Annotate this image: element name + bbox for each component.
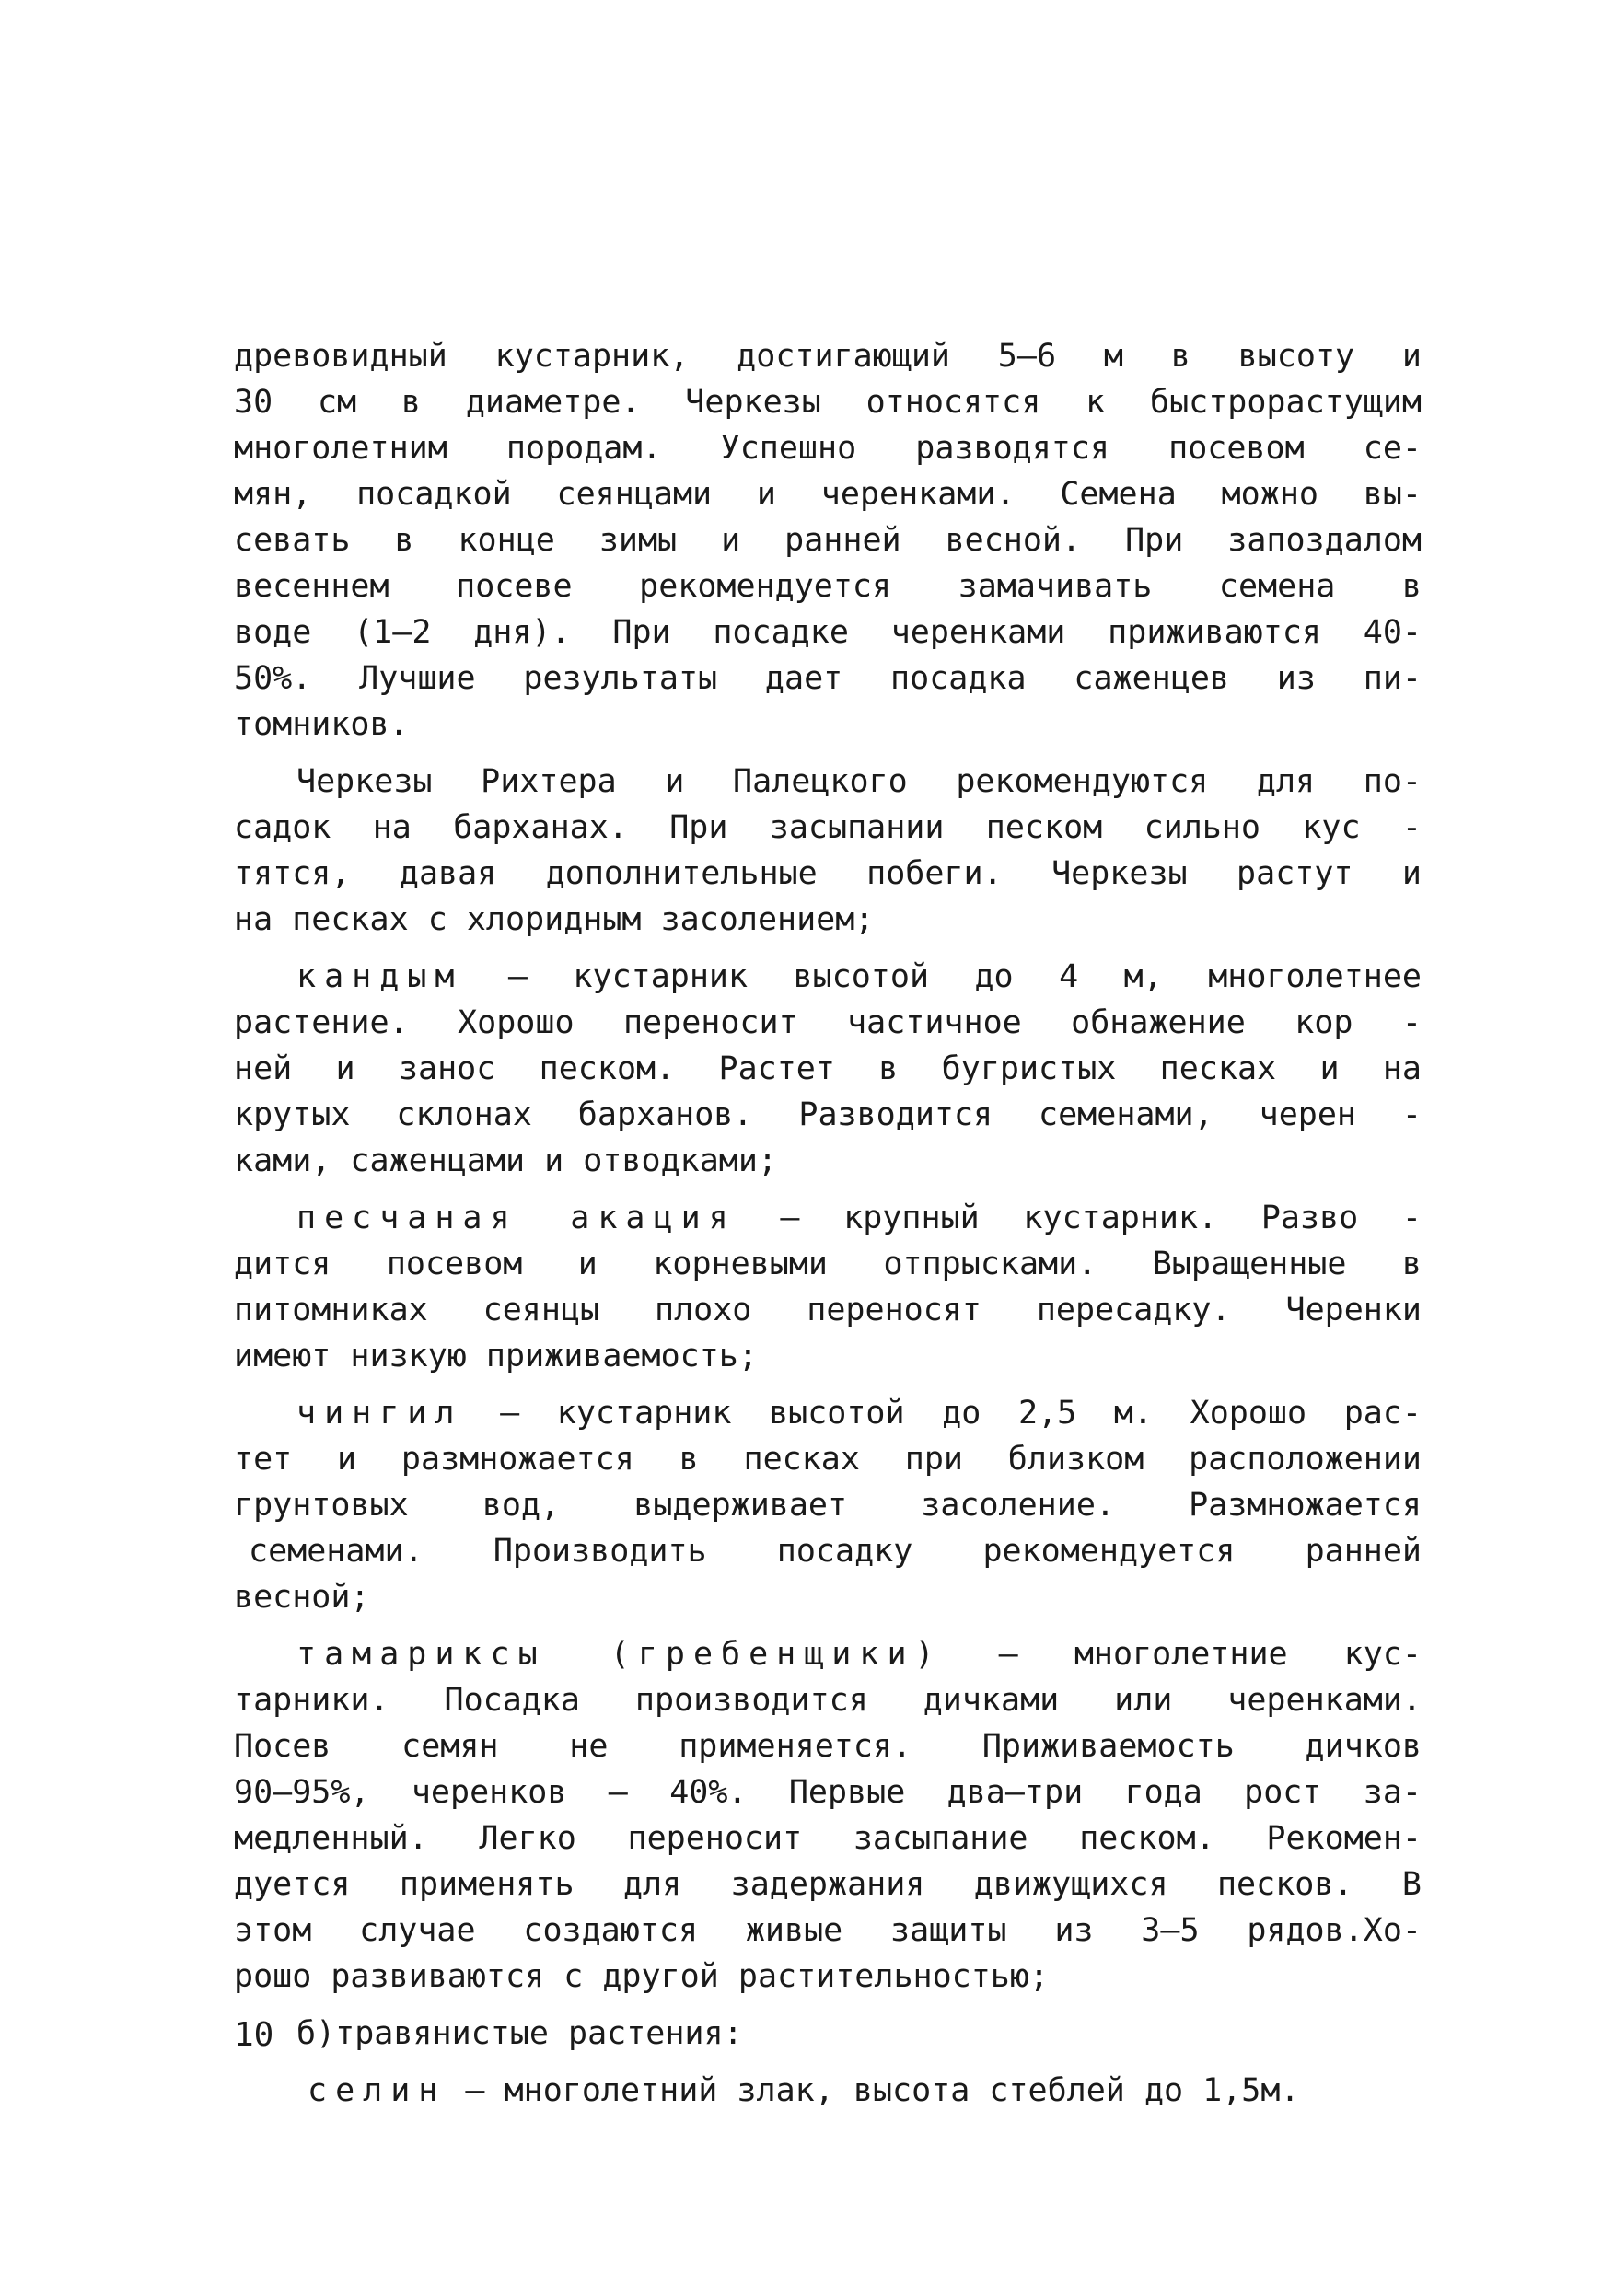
spaced-term: тамариксы (гребенщики) — [296, 1636, 943, 1673]
spaced-term: селин — [308, 2072, 447, 2109]
text-line: рошо развиваются с другой растительностью; — [234, 1958, 1050, 1995]
text-line: 90–95%, черенков – 40%. Первые два–три года рост за- — [234, 1774, 1422, 1811]
text-line: имеют низкую приживаемость; — [234, 1338, 758, 1374]
text-line: весной; — [234, 1579, 370, 1616]
text-span: – крупный кустарник. Разво - — [736, 1200, 1422, 1236]
text-line: 50%. Лучшие результаты дает посадка саженцев из пи- — [234, 660, 1422, 697]
page-number: 10 — [234, 2016, 274, 2054]
text-line: растение. Хорошо переносит частичное обнажение кор - — [234, 1004, 1422, 1041]
text-line — [234, 2068, 1422, 2114]
text-line: семенами. Производить посадку рекомендуется ранней — [249, 1533, 1422, 1570]
subheading: б)травянистые растения: — [296, 2015, 743, 2052]
text-line: медленный. Легко переносит засыпание песком. Рекомен- — [234, 1820, 1422, 1857]
text-line: 30 см в диаметре. Черкезы относятся к быстрорастущим — [234, 384, 1422, 421]
text-line: крутых склонах барханов. Разводится семенами, черен - — [234, 1096, 1422, 1133]
text-line: дится посевом и корневыми отпрысками. Выращенные в — [234, 1246, 1422, 1282]
text-line: тет и размножается в песках при близком расположении — [234, 1441, 1422, 1478]
text-line: Посев семян не применяется. Приживаемость дичков — [234, 1728, 1422, 1765]
text-span: – кустарник высотой до 2,5 м. Хорошо рас- — [462, 1395, 1422, 1432]
text-line: этом случае создаются живые защиты из 3–5 рядов.Хо- — [234, 1912, 1422, 1949]
text-span: – кустарник высотой до 4 м, многолетнее — [462, 958, 1422, 995]
text-line: многолетним породам. Успешно разводятся посевом се- — [234, 430, 1422, 467]
body-text — [234, 333, 1422, 2114]
text-line: садок на барханах. При засыпании песком сильно кус - — [234, 809, 1422, 846]
text-line: грунтовых вод, выдерживает засоление. Размножается — [234, 1487, 1422, 1524]
text-line: тарники. Посадка производится дичками или черенками. — [234, 1682, 1422, 1719]
spaced-term: песчаная акация — [296, 1200, 737, 1236]
text-line: питомниках сеянцы плохо переносят пересадку. Черенки — [234, 1292, 1422, 1328]
text-line: мян, посадкой сеянцами и черенками. Семена можно вы- — [234, 476, 1422, 513]
text-line: тятся, давая дополнительные побеги. Черкезы растут и — [234, 855, 1422, 892]
text-line: севать в конце зимы и ранней весной. При запоздалом — [234, 522, 1422, 559]
text-line: томников. — [234, 706, 409, 743]
spaced-term: чингил — [296, 1395, 463, 1432]
text-span: – многолетний злак, высота стеблей до 1,5м. — [446, 2072, 1300, 2109]
text-line: воде (1–2 дня). При посадке черенками приживаются 40- — [234, 614, 1422, 651]
text-line — [234, 954, 1422, 1000]
text-line: древовидный кустарник, достигающий 5–6 м в высоту и — [234, 338, 1422, 375]
spaced-term: кандым — [296, 958, 463, 995]
text-line: весеннем посеве рекомендуется замачивать семена в — [234, 568, 1422, 605]
text-line: дуется применять для задержания движущихся песков. В — [234, 1866, 1422, 1903]
text-line: ней и занос песком. Растет в бугристых песках и на — [234, 1050, 1422, 1087]
text-line — [234, 1390, 1422, 1436]
text-span: – многолетние кус- — [942, 1636, 1422, 1673]
text-line — [234, 1631, 1422, 1677]
text-line: ками, саженцами и отводками; — [234, 1142, 778, 1179]
text-line — [234, 1195, 1422, 1241]
text-line: на песках с хлоридным засолением; — [234, 901, 875, 938]
text-line: Черкезы Рихтера и Палецкого рекомендуются для по- — [296, 763, 1422, 800]
